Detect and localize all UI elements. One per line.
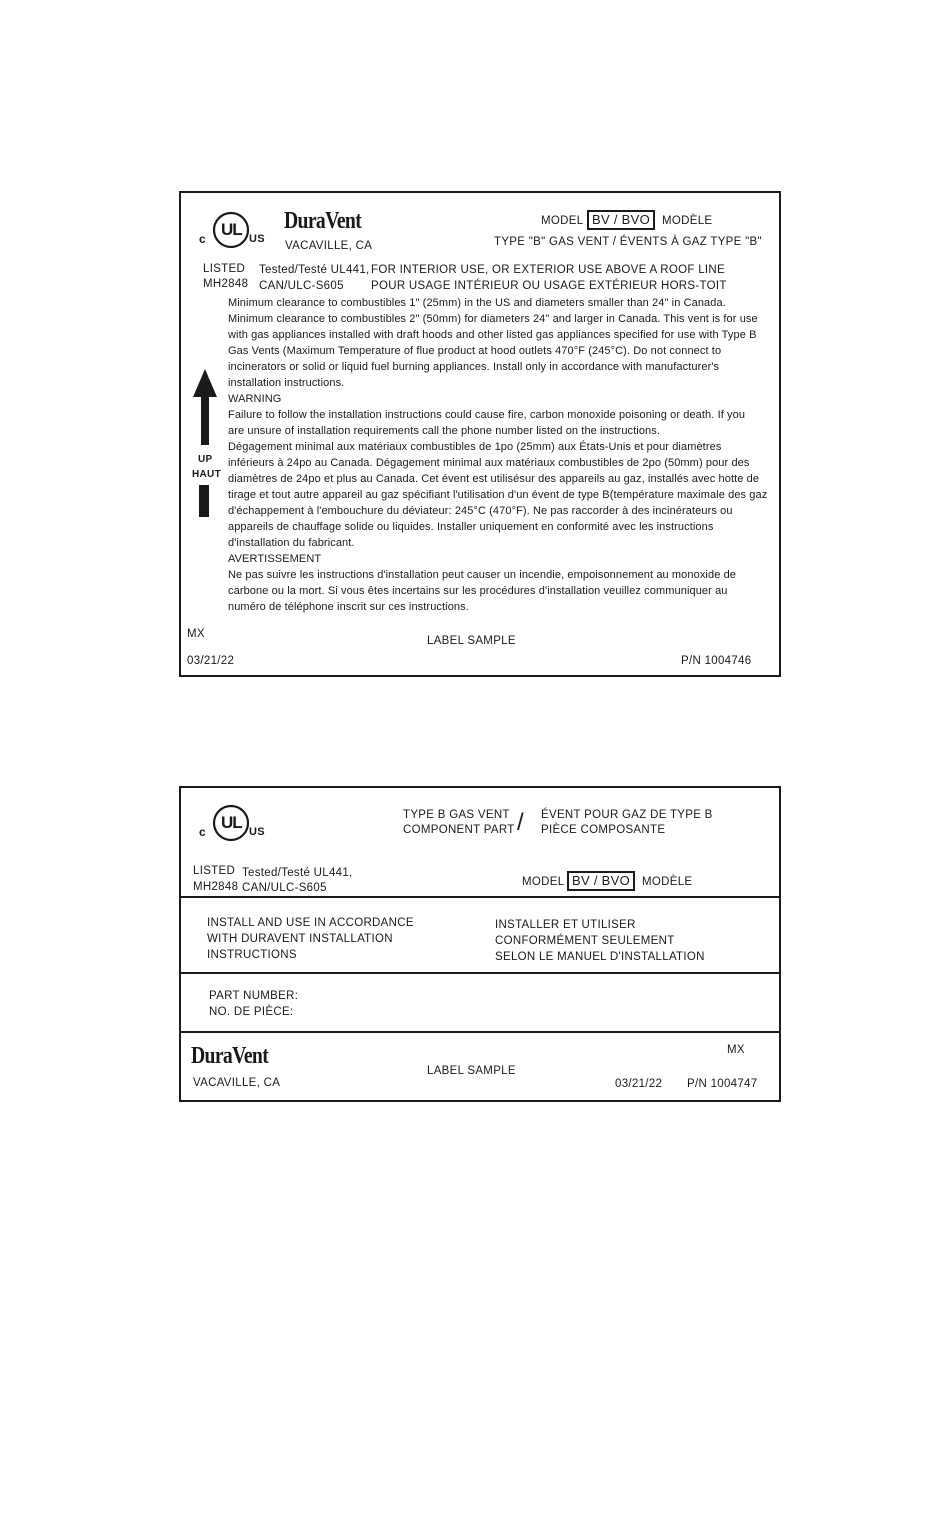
instruction-line: Failure to follow the installation instructions could cause fire, carbon monoxide poisoning or death. If you (228, 409, 746, 421)
model-label-fr: MODÈLE (662, 215, 713, 227)
tested-standard: Tested/Testé UL441, (259, 264, 370, 276)
instruction-line-fr: d'échappement à l'embouchure du déviateur: 245°C (470°F). Ne pas raccorder à des incinérateurs ou (228, 505, 733, 517)
install-french-line1: INSTALLER ET UTILISER (495, 919, 636, 931)
ul-mark: UL (221, 220, 242, 239)
instruction-line: are unsure of installation requirements call the phone number listed on the instructions. (228, 425, 661, 437)
instruction-line: Minimum clearance to combustibles 1" (25mm) in the US and diameters smaller than 24" in Canada. (228, 297, 726, 309)
duravent-logo: DuraVent (284, 208, 362, 234)
instruction-line-fr: numéro de téléphone inscrit sur ces instructions. (228, 601, 469, 613)
up-text: UP (198, 454, 213, 465)
instruction-line-fr: carbone ou la mort. Si vous êtes incertains sur les procédures d'installation veuillez communiquer au (228, 585, 728, 597)
label-1001746 (179, 191, 781, 677)
tested-standard: Tested/Testé UL441, (242, 867, 353, 879)
can-standard: CAN/ULC-S605 (242, 882, 327, 894)
ul-us-mark: US (249, 826, 265, 838)
up-arrow-icon (191, 367, 219, 447)
ul-listing-mark (195, 804, 267, 846)
mx-mark: MX (187, 628, 205, 640)
type-english-line1: TYPE B GAS VENT (403, 809, 510, 821)
install-french-line2: CONFORMÉMENT SEULEMENT (495, 935, 675, 947)
model-label-fr: MODÈLE (642, 876, 693, 888)
install-english-line1: INSTALL AND USE IN ACCORDANCE (207, 917, 414, 929)
install-english-line2: WITH DURAVENT INSTALLATION (207, 933, 393, 945)
type-slash: / (517, 809, 524, 836)
instruction-line-fr: d'installation du fabricant. (228, 537, 355, 549)
type-french-line2: PIÈCE COMPOSANTE (541, 824, 666, 836)
instruction-line-fr: inférieurs à 24po au Canada. Dégagement minimal aux matériaux combustibles de 2po (50mm) pour des (228, 457, 750, 469)
up-arrow-tail (199, 485, 209, 517)
label-sample-text: LABEL SAMPLE (427, 635, 516, 647)
instruction-line: Minimum clearance to combustibles 2" (50mm) for diameters 24" and larger in Canada. This vent is for use (228, 313, 758, 325)
part-number: P/N 1004747 (687, 1078, 758, 1090)
listed-text: LISTED (193, 865, 236, 877)
use-english: FOR INTERIOR USE, OR EXTERIOR USE ABOVE A ROOF LINE (371, 264, 725, 276)
instruction-line: Gas Vents (Maximum Temperature of flue product at hood outlets 470°F (245°C). Do not connect to (228, 345, 722, 357)
listing-number: MH2848 (193, 881, 239, 893)
listed-text: LISTED (203, 263, 246, 275)
avertissement-heading: AVERTISSEMENT (228, 553, 322, 565)
model-label: MODEL (522, 876, 565, 888)
instruction-line: installation instructions. (228, 377, 345, 389)
city: VACAVILLE, CA (193, 1077, 281, 1089)
instruction-line-fr: tirage et tout autre appareil au gaz spécifiant l'utilisation d'un évent de type B(température maximale des gaz (228, 489, 768, 501)
listing-number: MH2848 (203, 278, 249, 290)
type-french-line1: ÉVENT POUR GAZ DE TYPE B (541, 809, 713, 821)
instruction-line-fr: Dégagement minimal aux matériaux combustibles de 1po (25mm) aux États-Unis et pour diamètres (228, 441, 722, 453)
type-english-line2: COMPONENT PART (403, 824, 515, 836)
haut-text: HAUT (192, 469, 221, 480)
instruction-line-fr: appareils de chauffage solide ou liquides. Installer uniquement en conformité avec les instructions (228, 521, 714, 533)
instruction-line: incinerators or solid or liquid fuel burning appliances. Install only in accordance with manufacturer's (228, 361, 720, 373)
date: 03/21/22 (187, 655, 235, 667)
label-1004747 (179, 786, 781, 1102)
part-number-label-fr: NO. DE PIÈCE: (209, 1006, 294, 1018)
instruction-line: with gas appliances installed with draft hoods and other listed gas appliances specified for use with Type B (228, 329, 757, 341)
ul-c-mark: c (199, 232, 206, 246)
divider (181, 972, 779, 974)
part-number: P/N 1004746 (681, 655, 752, 667)
install-english-line3: INSTRUCTIONS (207, 949, 297, 961)
part-number-label: PART NUMBER: (209, 990, 299, 1002)
label-sample-text: LABEL SAMPLE (427, 1065, 516, 1077)
ul-listing-mark (195, 211, 267, 253)
model-label: MODEL (541, 215, 584, 227)
date: 03/21/22 (615, 1078, 663, 1090)
instructions-text (228, 295, 778, 615)
can-standard: CAN/ULC-S605 (259, 280, 344, 292)
divider (181, 896, 779, 898)
warning-heading: WARNING (228, 393, 282, 405)
model-value-box: BV / BVO (587, 210, 655, 230)
instruction-line-fr: diamètres de 24po et plus au Canada. Cet évent est utilisésur des appareils au gaz, installés avec hotte de (228, 473, 760, 485)
duravent-logo: DuraVent (191, 1043, 269, 1069)
mx-mark: MX (727, 1044, 745, 1056)
install-french-line3: SELON LE MANUEL D'INSTALLATION (495, 951, 705, 963)
ul-mark: UL (221, 813, 242, 832)
instruction-line-fr: Ne pas suivre les instructions d'installation peut causer un incendie, empoisonnement au monoxide de (228, 569, 737, 581)
model-value-box: BV / BVO (567, 871, 635, 891)
use-french: POUR USAGE INTÉRIEUR OU USAGE EXTÉRIEUR HORS-TOIT (371, 280, 727, 292)
ul-us-mark: US (249, 233, 265, 245)
divider (181, 1031, 779, 1033)
ul-c-mark: c (199, 825, 206, 839)
city: VACAVILLE, CA (285, 240, 373, 252)
vent-type-line: TYPE "B" GAS VENT / ÉVENTS À GAZ TYPE "B" (494, 236, 762, 248)
